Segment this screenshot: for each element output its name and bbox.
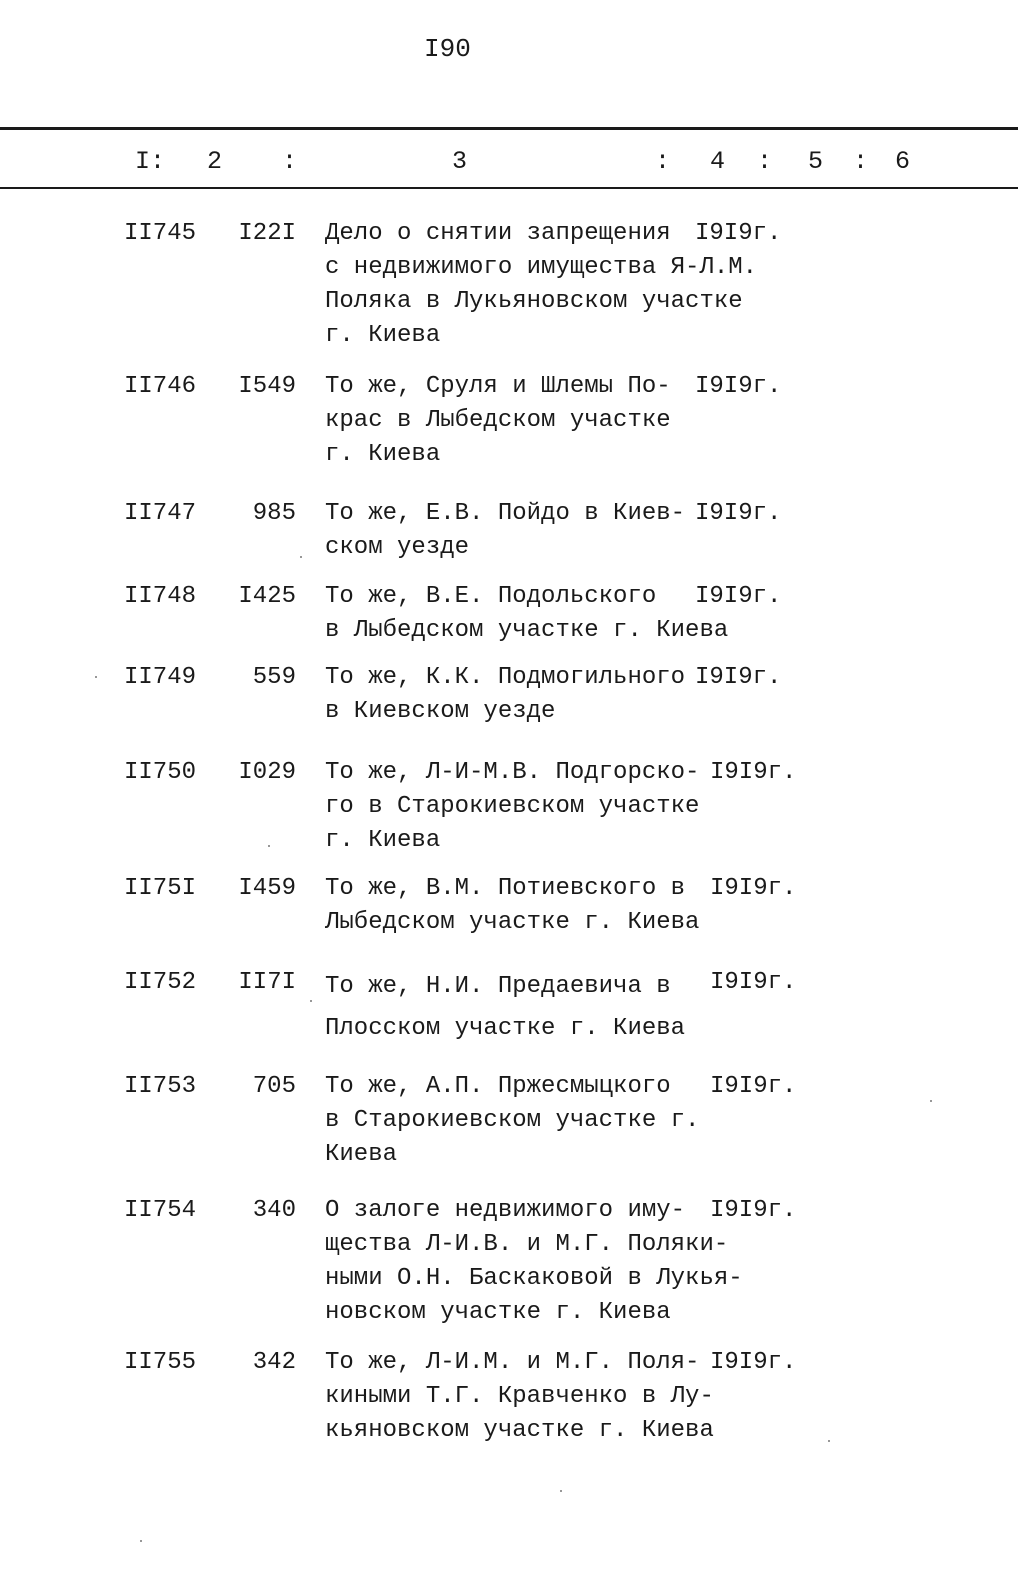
entry-title (325, 1070, 725, 1172)
title-line: То же, Н.И. Предаевича в (325, 973, 671, 1000)
scan-speck (268, 845, 270, 847)
title-line: ском уезде (325, 534, 470, 561)
title-line: То же, А.П. Пржесмыцкого (325, 1073, 671, 1100)
title-line: Плосском участке г. Киева (325, 1015, 686, 1042)
entry-number: II752 (124, 969, 197, 996)
entry-number: II748 (124, 583, 197, 610)
column-separator: : (853, 147, 869, 176)
column-header-row (0, 147, 1024, 179)
title-line: г. Киева (325, 322, 441, 349)
entry-number: II749 (124, 664, 197, 691)
entry-title (325, 872, 725, 940)
entry-title (325, 966, 725, 1050)
title-line: То же, В.Е. Подольского (325, 583, 657, 610)
column-header-3: 3 (452, 147, 468, 176)
case-number: II7I (238, 969, 296, 996)
scan-speck (930, 1100, 932, 1102)
entry-number: II754 (124, 1197, 197, 1224)
entry-title (325, 1346, 725, 1448)
entry-date: I9I9г. (710, 759, 797, 786)
scan-speck (310, 1000, 312, 1002)
title-line: То же, В.М. Потиевского в (325, 875, 686, 902)
title-line: Поляка в Лукьяновском участке (325, 288, 743, 315)
column-separator: : (282, 147, 298, 176)
case-number: 342 (252, 1349, 296, 1376)
title-line: новском участке г. Киева (325, 1299, 671, 1326)
entry-number: II745 (124, 220, 197, 247)
header-bottom-rule (0, 187, 1018, 189)
entry-date: I9I9г. (710, 1197, 797, 1224)
case-number: I425 (238, 583, 296, 610)
entry-title (325, 756, 725, 858)
case-number: 705 (252, 1073, 296, 1100)
scan-speck (828, 1440, 830, 1442)
title-line: Киева (325, 1141, 398, 1168)
entry-number: II755 (124, 1349, 197, 1376)
column-header-5: 5 (808, 147, 824, 176)
scan-speck (560, 1490, 562, 1492)
entry-number: II746 (124, 373, 197, 400)
entry-title (325, 661, 725, 729)
case-number: I459 (238, 875, 296, 902)
entry-date: I9I9г. (710, 1073, 797, 1100)
title-line: ными О.Н. Баскаковой в Лукья- (325, 1265, 743, 1292)
title-line: То же, К.К. Подмогильного (325, 664, 686, 691)
entry-number: II747 (124, 500, 197, 527)
scan-speck (300, 556, 302, 558)
title-line: киными Т.Г. Кравченко в Лу- (325, 1383, 714, 1410)
case-number: I029 (238, 759, 296, 786)
entry-title (325, 580, 729, 648)
entry-number: II750 (124, 759, 197, 786)
column-header-2: 2 (207, 147, 223, 176)
title-line: в Старокиевском участке г. (325, 1107, 700, 1134)
column-separator: : (655, 147, 671, 176)
title-line: щества Л-И.В. и М.Г. Поляки- (325, 1231, 729, 1258)
entry-date: I9I9г. (695, 664, 782, 691)
entry-date: I9I9г. (710, 969, 797, 996)
entry-date: I9I9г. (695, 500, 782, 527)
column-separator: : (757, 147, 773, 176)
entry-date: I9I9г. (695, 373, 782, 400)
title-line: с недвижимого имущества Я-Л.М. (325, 254, 758, 281)
case-number: 985 (252, 500, 296, 527)
entry-date: I9I9г. (710, 1349, 797, 1376)
entry-number: II75I (124, 875, 197, 902)
entry-title (325, 1194, 743, 1330)
title-line: кьяновском участке г. Киева (325, 1417, 714, 1444)
title-line: Дело о снятии запрещения (325, 220, 671, 247)
entry-date: I9I9г. (710, 875, 797, 902)
entry-date: I9I9г. (695, 583, 782, 610)
entry-date: I9I9г. (695, 220, 782, 247)
header-top-rule (0, 127, 1018, 130)
title-line: Лыбедском участке г. Киева (325, 909, 700, 936)
title-line: То же, Л-И-М.В. Подгорско- (325, 759, 700, 786)
entry-number: II753 (124, 1073, 197, 1100)
case-number: 340 (252, 1197, 296, 1224)
title-line: г. Киева (325, 827, 441, 854)
column-header-1: I: (135, 147, 166, 176)
case-number: I549 (238, 373, 296, 400)
title-line: го в Старокиевском участке (325, 793, 700, 820)
case-number: 559 (252, 664, 296, 691)
case-number: I22I (238, 220, 296, 247)
title-line: О залоге недвижимого иму- (325, 1197, 686, 1224)
entry-title (325, 497, 725, 565)
title-line: в Киевском уезде (325, 698, 556, 725)
column-header-6: 6 (895, 147, 911, 176)
scan-speck (140, 1540, 142, 1542)
entry-title (325, 370, 725, 472)
title-line: в Лыбедском участке г. Киева (325, 617, 729, 644)
title-line: г. Киева (325, 441, 441, 468)
title-line: То же, Сруля и Шлемы По- (325, 373, 671, 400)
title-line: То же, Е.В. Пойдо в Киев- (325, 500, 686, 527)
title-line: крас в Лыбедском участке (325, 407, 671, 434)
column-header-4: 4 (710, 147, 726, 176)
page-number: I90 (424, 34, 471, 64)
scan-speck (95, 676, 97, 678)
title-line: То же, Л-И.М. и М.Г. Поля- (325, 1349, 700, 1376)
